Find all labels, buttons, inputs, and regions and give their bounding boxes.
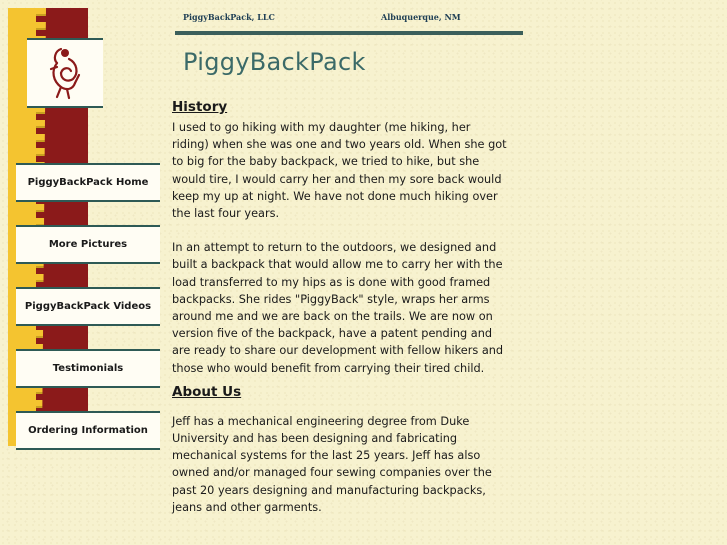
nav-item-testimonials[interactable] — [16, 349, 160, 388]
header-bar — [183, 12, 523, 22]
nav-item-label: PiggyBackPack Home — [27, 177, 149, 188]
logo[interactable] — [27, 38, 103, 108]
nav-item-label: More Pictures — [48, 239, 128, 250]
company-name: PiggyBackPack, LLC — [183, 12, 275, 22]
nav-item-label: Ordering Information — [28, 425, 148, 436]
nav-item-home[interactable] — [16, 163, 160, 202]
nav-item-label: Testimonials — [52, 363, 124, 374]
piggyback-logo-icon — [47, 45, 83, 101]
about-paragraph-1: Jeff has a mechanical engineering degree from Duke University and has been designing and fabricating mechanical systems for the last 25 years. Jeff has also owned and/or managed four sewing companies over the past 20 years designing and manufacturing backpacks, jeans and other garments. — [172, 414, 492, 514]
history-paragraph-1: I used to go hiking with my daughter (me hiking, her riding) when she was one and two years old. When she got to big for the baby backpack, we tried to hike, but she would tire, I would carry her and then my sore back would keep my up at night. We have not done much hiking over the last four years. — [172, 121, 507, 221]
about-heading: About Us — [172, 383, 242, 400]
history-paragraph-2: In an attempt to return to the outdoors, we designed and built a backpack that would allow me to carry her with the load transferred to my hips as is done with good framed backpacks. She rides "PiggyBack" style, wraps her arms around me and we are back on the trails. We are now on version five of the backpack, have a patent pending and are ready to share our development with fellow hikers and those who would benefit from carrying their tired child. — [172, 241, 504, 375]
company-location: Albuquerque, NM — [381, 12, 461, 22]
header-rule — [175, 31, 523, 35]
nav-item-videos[interactable] — [16, 287, 160, 326]
nav-item-label: PiggyBackPack Videos — [24, 301, 152, 312]
history-heading: History — [172, 99, 228, 115]
nav-item-ordering-information[interactable] — [16, 411, 160, 450]
main-content — [172, 98, 507, 516]
page-title: PiggyBackPack — [183, 48, 366, 76]
nav-item-more-pictures[interactable] — [16, 225, 160, 264]
sidebar-nav — [16, 163, 160, 473]
